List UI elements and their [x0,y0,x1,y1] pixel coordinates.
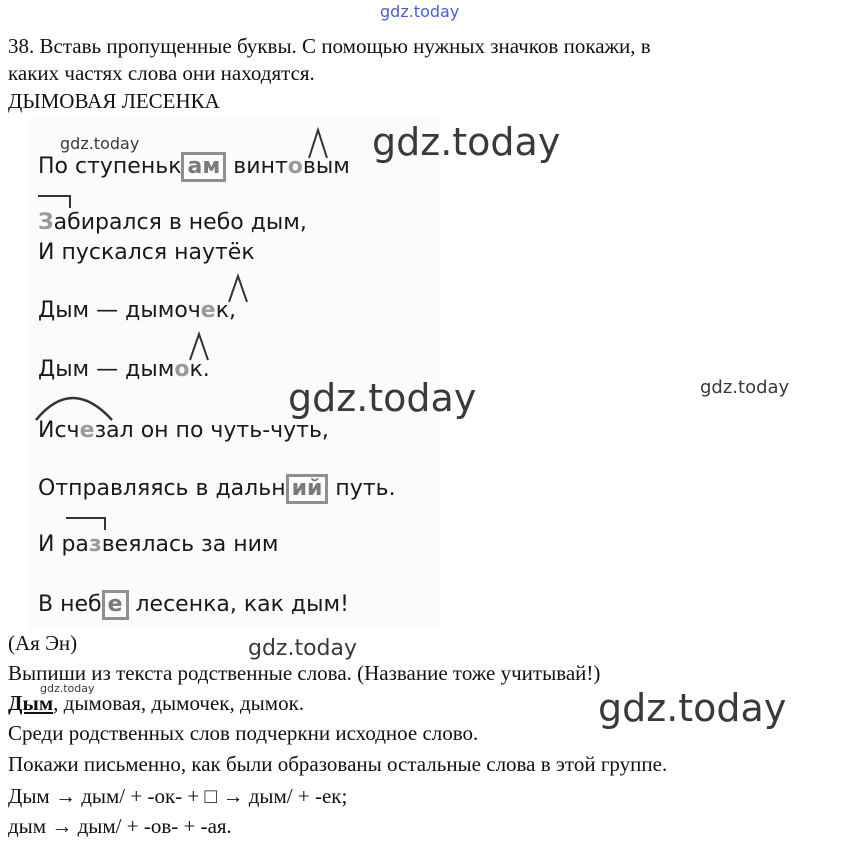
poem-line-1: По ступеньк ам винтовым [38,152,350,182]
answer-1: Дым, дымовая, дымочек, дымок. [8,691,305,715]
poem-line-3: И пускался наутёк [38,240,255,265]
question-1: Выпиши из текста родственные слова. (Название тоже учитывай!) [8,661,601,685]
task-line-2: каких частях слова они находятся. [8,61,315,85]
watermark-right-small: gdz.today [700,377,790,398]
poem-title: ДЫМОВАЯ ЛЕСЕНКА [8,89,220,113]
poem-line-9: В неб е лесенка, как дым! [38,590,349,620]
watermark-poem-large-1: gdz.today [372,120,561,164]
root-arc [36,398,112,420]
poem-line-6: Исчезал он по чуть-чуть, [38,418,329,443]
formula-1: Дым → дым/ + -ок- + □ → дым/ + -ек; [8,784,348,808]
ending-box: е [102,590,129,620]
watermark-bottom-large: gdz.today [598,686,787,730]
prefix-mark [38,196,70,208]
watermark-top: gdz.today [380,2,460,21]
poem-line-8: И развеялась за ним [38,532,279,557]
original-word: Дым [8,691,54,715]
question-3: Покажи письменно, как были образованы остальные слова в этой группе. [8,752,668,776]
root-mark [309,130,327,158]
watermark-poem-large-2: gdz.today [288,376,477,420]
poem-line-4: Дым — дымочек, [38,298,236,323]
root-mark [229,276,247,302]
formula-2: дым → дым/ + -ов- + -ая. [8,814,232,838]
watermark-bottom-tiny: gdz.today [40,682,95,695]
ending-box: ам [181,152,226,182]
ending-box: ий [286,474,329,504]
question-2: Среди родственных слов подчеркни исходное слово. [8,721,479,745]
prefix-mark [66,518,105,530]
author: (Ая Эн) [8,631,78,655]
root-mark [190,334,208,360]
watermark-bottom-mid: gdz.today [248,636,358,661]
poem-line-7: Отправляясь в дальн ий путь. [38,474,396,504]
poem-line-5: Дым — дымок. [38,357,210,382]
poem-line-2: Забирался в небо дым, [38,210,307,235]
task-line-1: 38. Вставь пропущенные буквы. С помощью нужных значков покажи, в [8,34,651,58]
watermark-poem-small: gdz.today [60,134,140,153]
